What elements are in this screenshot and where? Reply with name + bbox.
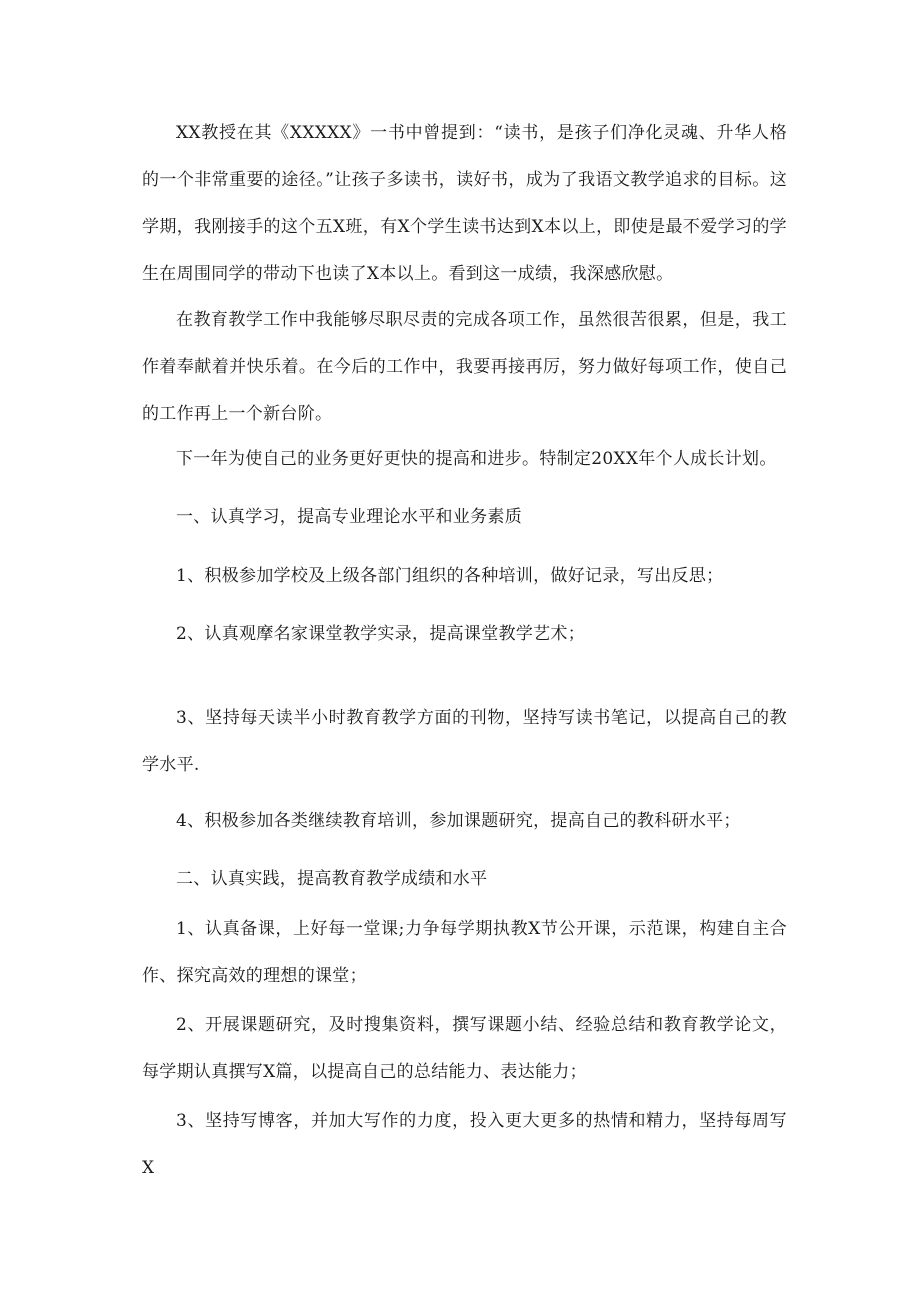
list-item-study-3: 3、坚持每天读半小时教育教学方面的刊物，坚持写读书笔记，以提高自己的教学水平.	[142, 708, 787, 775]
list-item-practice-1: 1、认真备课，上好每一堂课;力争每学期执教X节公开课，示范课，构建自主合作、探究高效的理想的课堂；	[142, 919, 787, 986]
list-item-study-2: 2、认真观摩名家课堂教学实录，提高课堂教学艺术；	[176, 624, 586, 644]
list-item-study-4: 4、积极参加各类继续教育培训，参加课题研究，提高自己的教科研水平；	[176, 811, 741, 831]
paragraph-intro-quote: XX教授在其《XXXXX》一书中曾提到：“读书，是孩子们净化灵魂、升华人格的一个非常重要的途径。”让孩子多读书，读好书，成为了我语文教学追求的目标。这学期，我刚接手的这个五X班，有X个学生读书达到X本以上，即使是最不爱学习的学生在周围同学的带动下也读了X本以上。看到这一成绩，我深感欣慰。	[142, 123, 787, 284]
section-heading-study: 一、认真学习，提高专业理论水平和业务素质	[176, 507, 522, 527]
list-item-study-1: 1、积极参加学校及上级各部门组织的各种培训，做好记录，写出反思；	[176, 566, 724, 586]
paragraph-work-attitude: 在教育教学工作中我能够尽职尽责的完成各项工作，虽然很苦很累，但是，我工作着奉献着并快乐着。在今后的工作中，我要再接再厉，努力做好每项工作，使自己的工作再上一个新台阶。	[142, 310, 787, 424]
list-item-practice-3: 3、坚持写博客，并加大写作的力度，投入更大更多的热情和精力，坚持每周写X	[142, 1111, 787, 1178]
section-heading-practice: 二、认真实践，提高教育教学成绩和水平	[176, 869, 488, 889]
paragraph-plan-intro: 下一年为使自己的业务更好更快的提高和进步。特制定20XX年个人成长计划。	[176, 449, 777, 469]
list-item-practice-2: 2、开展课题研究，及时搜集资料，撰写课题小结、经验总结和教育教学论文，每学期认真撰写X篇，以提高自己的总结能力、表达能力；	[142, 1015, 787, 1082]
